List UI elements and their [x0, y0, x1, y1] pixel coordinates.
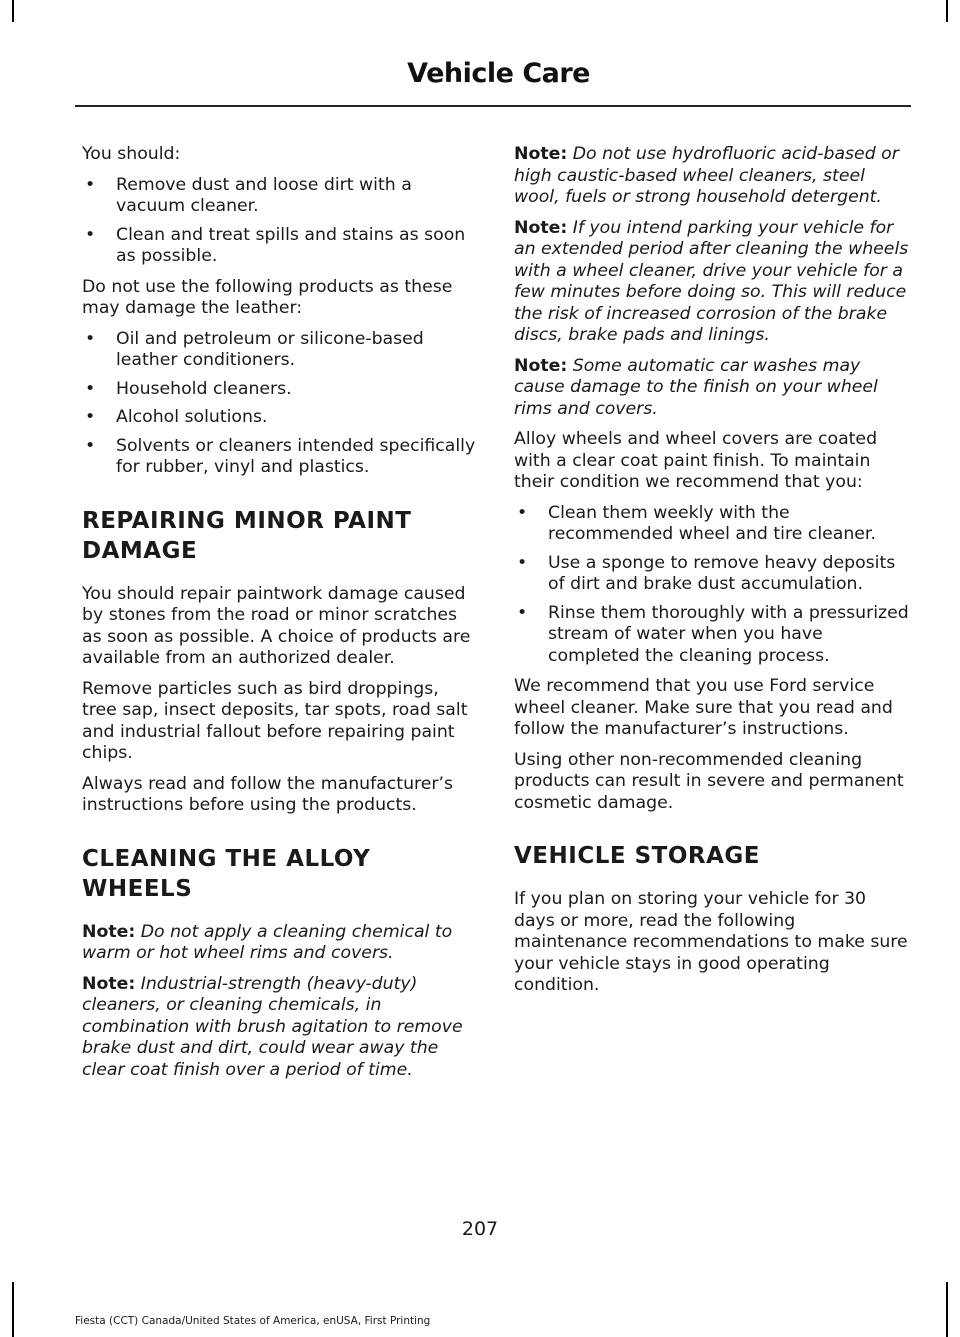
note-text: Some automatic car washes may cause damage to the finish on your wheel rims and covers.: [514, 355, 878, 419]
crop-mark-bottom-right: [946, 1282, 948, 1337]
heading-repairing-paint: REPAIRING MINOR PAINT DAMAGE: [82, 507, 412, 564]
heading-cleaning-wheels: CLEANING THE ALLOY WHEELS: [82, 845, 371, 902]
crop-mark-bottom-left: [12, 1282, 14, 1337]
note-text: Industrial-strength (heavy-duty) cleaners, or cleaning chemicals, in combination with brush agitation to remove brake dust and dirt, could wear away the clear coat finish over a period of time.: [82, 973, 463, 1080]
list-item: • Use a sponge to remove heavy deposits of dirt and brake dust accumulation.: [514, 553, 909, 596]
should-list: [82, 175, 477, 268]
note-text: Do not use hydrofluoric acid-based or high caustic-based wheel cleaners, steel wool, fuels or strong household detergent.: [514, 144, 899, 207]
intro-text: You should:: [82, 144, 181, 164]
paint-paragraph: Always read and follow the manufacturer’s instructions before using the products.: [82, 773, 453, 815]
list-item: • Oil and petroleum or silicone-based leather conditioners.: [82, 329, 477, 372]
avoid-list: [82, 329, 477, 479]
note: [82, 974, 477, 1082]
note-text: If you intend parking your vehicle for an extended period after cleaning the wheels with a wheel cleaner, drive your vehicle for a few minutes before doing so. This will reduce the risk of increased corrosion of the brake discs, brake pads and linings.: [514, 217, 909, 345]
list-item: • Household cleaners.: [82, 379, 477, 401]
note-text: Do not apply a cleaning chemical to warm or hot wheel rims and covers.: [82, 921, 453, 963]
note-label: Note:: [82, 973, 136, 994]
paint-paragraph: You should repair paintwork damage caused by stones from the road or minor scratches as soon as possible. A choice of products are available from an authorized dealer.: [82, 583, 471, 668]
note: [514, 218, 909, 347]
alloy-paragraph: Alloy wheels and wheel covers are coated with a clear coat paint finish. To maintain their condition we recommend that you:: [514, 429, 878, 492]
left-column: [82, 144, 477, 1090]
note-label: Note:: [514, 144, 568, 164]
ford-cleaner-paragraph: We recommend that you use Ford service wheel cleaner. Make sure that you read and follow the manufacturer’s instructions.: [514, 676, 893, 739]
avoid-intro-text: Do not use the following products as these may damage the leather:: [82, 276, 453, 318]
note: [514, 356, 909, 421]
note: [514, 144, 909, 209]
list-item: • Clean and treat spills and stains as soon as possible.: [82, 225, 477, 268]
alloy-care-list: [514, 503, 909, 668]
page-number: 207: [461, 1218, 499, 1240]
list-item: • Remove dust and loose dirt with a vacuum cleaner.: [82, 175, 477, 218]
section-title: Vehicle Care: [407, 58, 590, 89]
header-divider: [75, 105, 911, 107]
note-label: Note:: [82, 921, 136, 942]
heading-vehicle-storage: VEHICLE STORAGE: [514, 843, 760, 869]
warning-paragraph: Using other non-recommended cleaning products can result in severe and permanent cosmetic damage.: [514, 749, 904, 813]
paint-paragraph: Remove particles such as bird droppings, tree sap, insect deposits, tar spots, road salt and industrial fallout before repairing paint chips.: [82, 678, 468, 763]
list-item: • Rinse them thoroughly with a pressurized stream of water when you have completed the cleaning process.: [514, 603, 909, 668]
right-column: [514, 144, 909, 1006]
list-item: • Alcohol solutions.: [82, 407, 477, 429]
storage-paragraph: If you plan on storing your vehicle for 30 days or more, read the following maintenance recommendations to make sure your vehicle stays in good operating condition.: [514, 889, 908, 995]
list-item: • Solvents or cleaners intended specifically for rubber, vinyl and plastics.: [82, 436, 477, 479]
list-item: • Clean them weekly with the recommended wheel and tire cleaner.: [514, 503, 909, 546]
crop-mark-top-right: [946, 0, 948, 22]
footer-text: Fiesta (CCT) Canada/United States of America, enUSA, First Printing: [75, 1315, 431, 1327]
note: [82, 922, 477, 965]
note-label: Note:: [514, 217, 568, 238]
note-label: Note:: [514, 355, 568, 376]
crop-mark-top-left: [12, 0, 14, 22]
